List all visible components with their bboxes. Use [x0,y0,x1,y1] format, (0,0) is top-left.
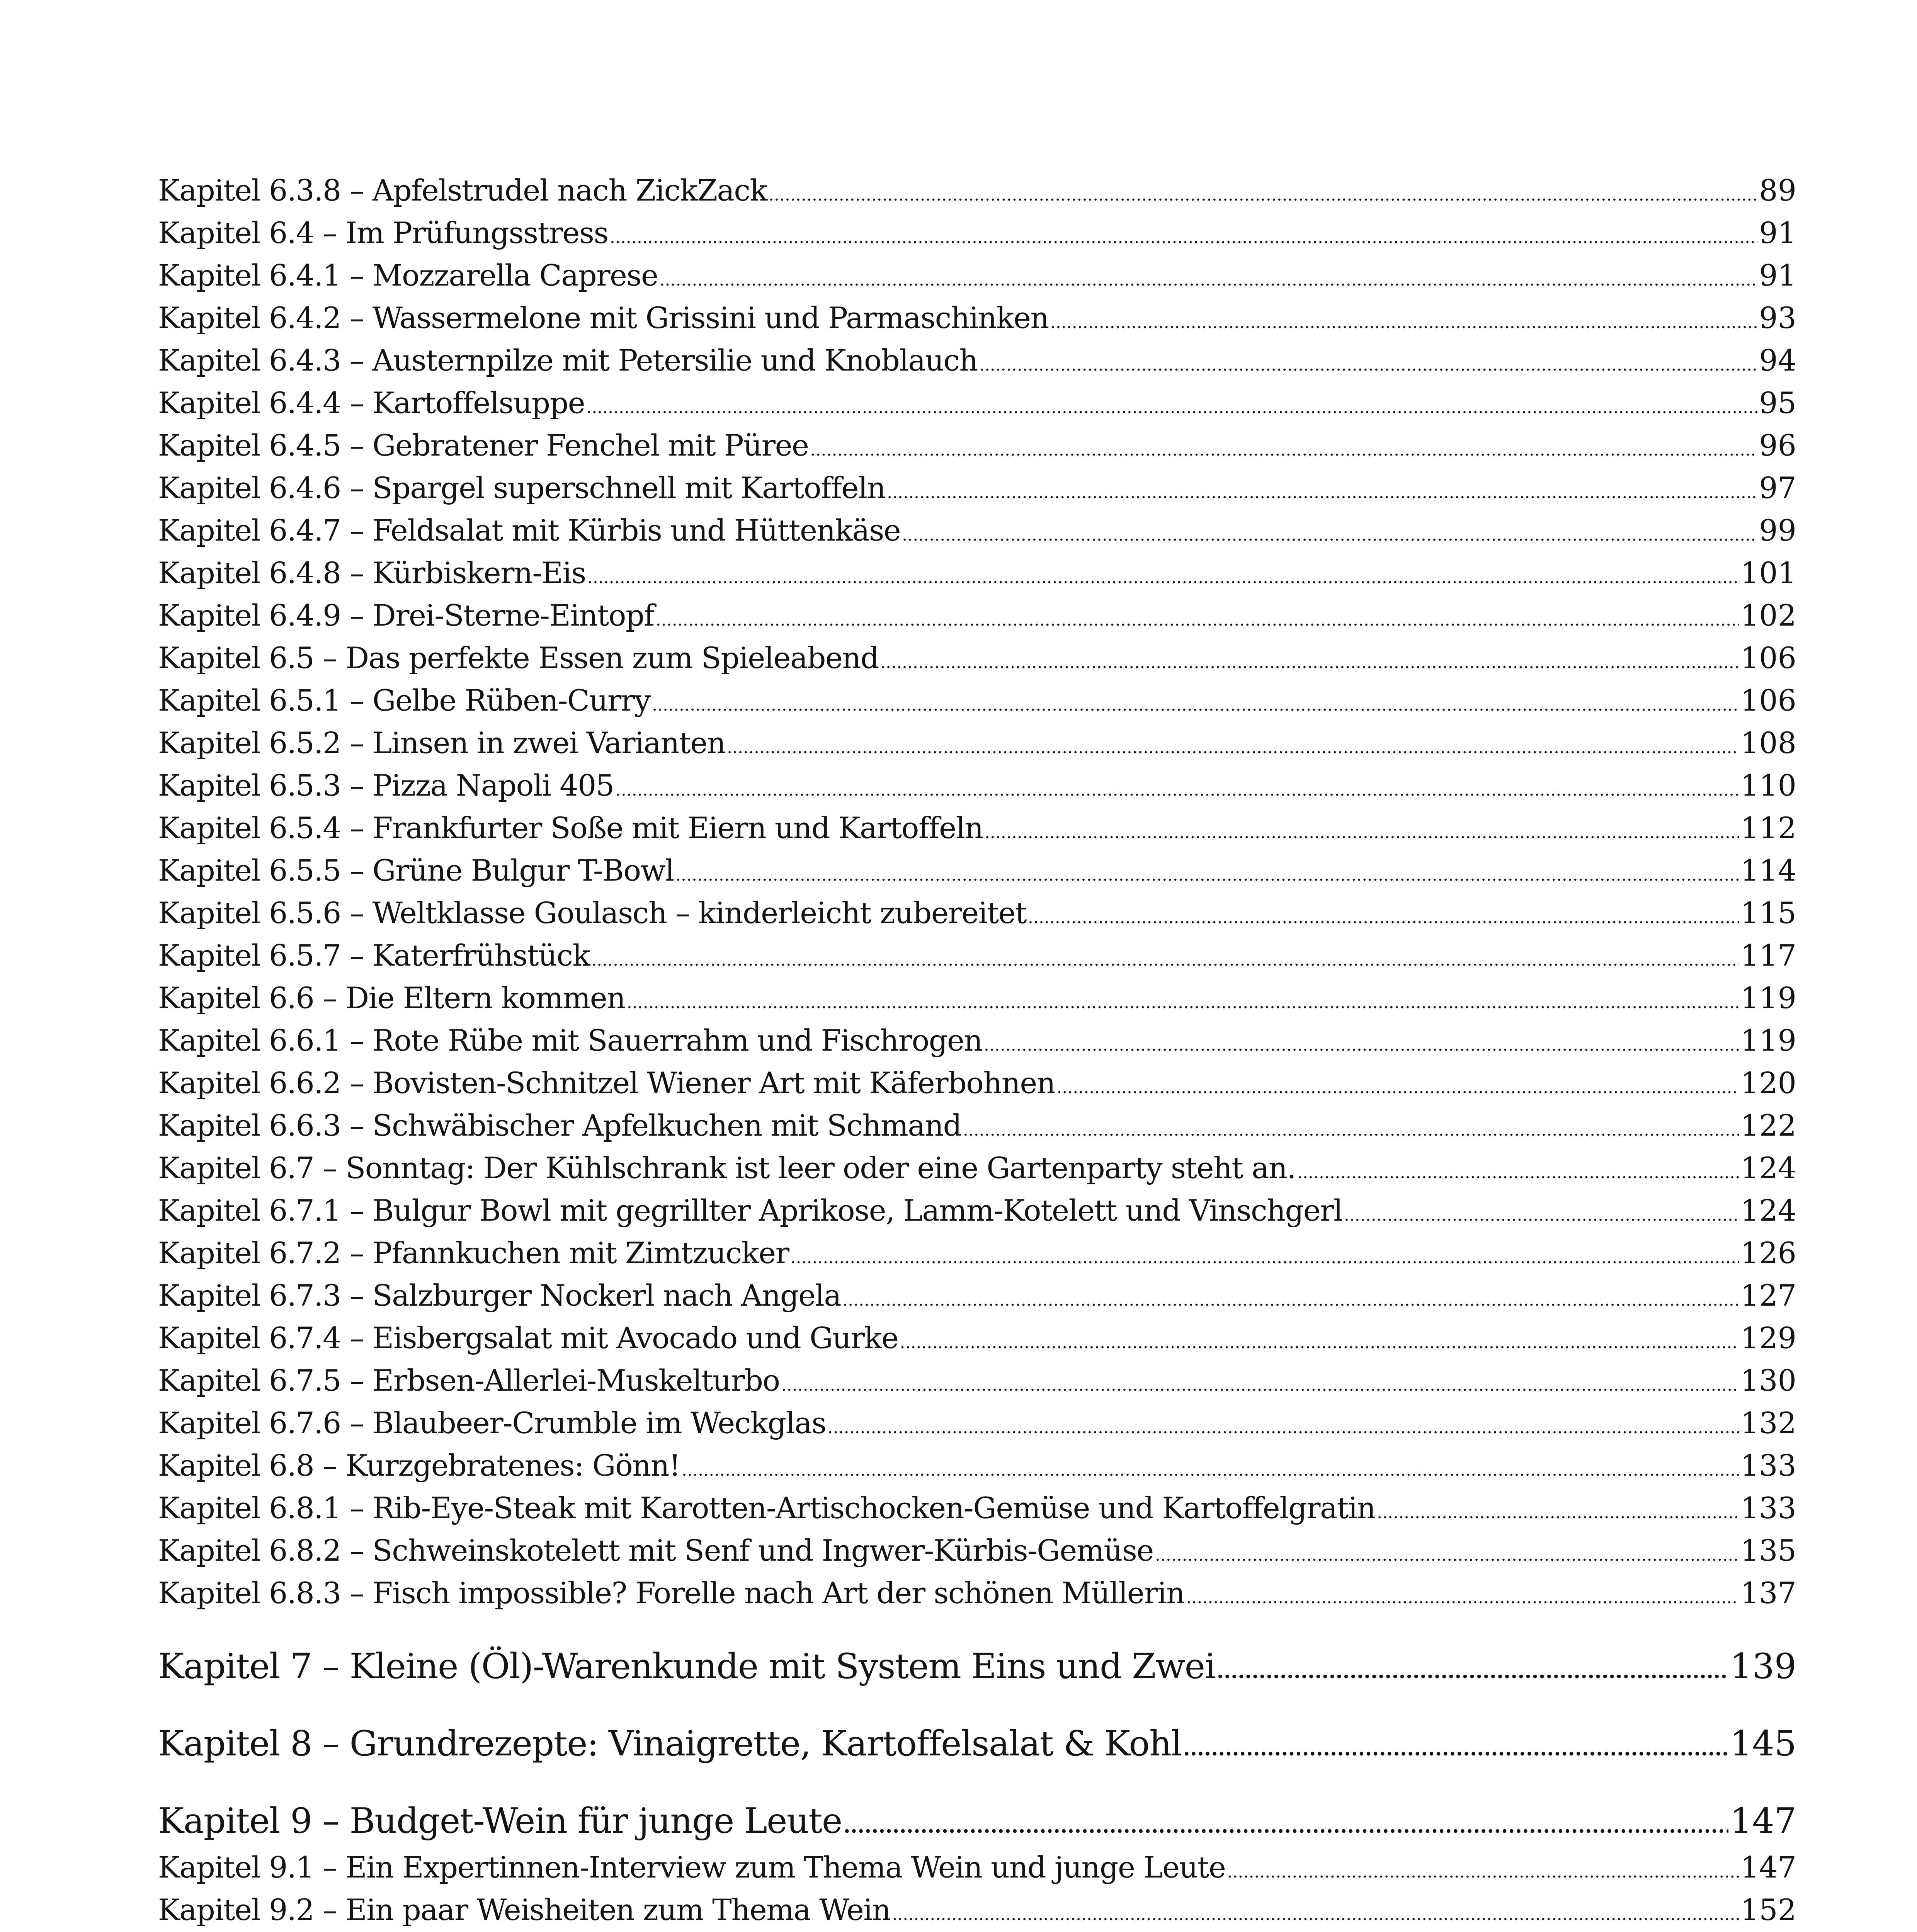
toc-entry-page: 119 [1740,1023,1796,1058]
toc-entry [158,1889,1796,1931]
toc-entry [158,297,1796,339]
toc-entry-title: Kapitel 6.5.6 – Weltklasse Goulasch – kinderleicht zubereitet [158,896,1026,930]
toc-entry-page: 124 [1740,1151,1796,1185]
toc-dot-leader [1028,892,1739,939]
toc-entry-title: Kapitel 6.8 – Kurzgebratenes: Gönn! [158,1448,680,1483]
toc-entry-page: 135 [1740,1533,1796,1568]
toc-entry-title: Kapitel 6.7.1 – Bulgur Bowl mit gegrillter Aprikose, Lamm-Kotelett und Vinschgerl [158,1193,1342,1228]
toc-entry-page: 97 [1759,471,1796,505]
toc-entry-page: 137 [1740,1576,1796,1610]
toc-entry-title: Kapitel 6.8.3 – Fisch impossible? Forelle nach Art der schönen Müllerin [158,1576,1185,1610]
toc-entry-title: Kapitel 6.6 – Die Eltern kommen [158,981,625,1015]
toc-entry-page: 112 [1740,811,1796,845]
toc-entry-page: 94 [1759,343,1796,378]
toc-dot-leader [1056,1062,1739,1109]
toc-dot-leader [616,764,1739,811]
toc-entry [158,1189,1796,1232]
toc-entry [158,1444,1796,1487]
toc-entry-page: 99 [1759,513,1796,548]
toc-dot-leader [985,807,1739,854]
toc-entry-page: 119 [1740,981,1796,1015]
toc-entry-title: Kapitel 6.7.5 – Erbsen-Allerlei-Muskelturbo [158,1363,780,1398]
toc-entry-title: Kapitel 6.6.2 – Bovisten-Schnitzel Wiener Art mit Käferbohnen [158,1066,1055,1100]
toc-entry-page: 91 [1759,258,1796,293]
toc-entry [158,764,1796,807]
toc-dot-leader [627,977,1739,1024]
toc-entry [158,849,1796,892]
toc-entry-title: Kapitel 6.4 – Im Prüfungsstress [158,216,608,250]
toc-entry [158,1529,1796,1572]
toc-entry-page: 93 [1759,301,1796,335]
toc-dot-leader [900,1317,1738,1364]
toc-entry-page: 114 [1740,853,1796,888]
toc-entry-title: Kapitel 6.5.3 – Pizza Napoli 405 [158,768,614,803]
toc-entry-page: 124 [1740,1193,1796,1228]
toc-entry-page: 117 [1740,938,1796,973]
toc-entry [158,552,1796,594]
toc-entry [158,339,1796,382]
toc-dot-leader [828,1402,1739,1449]
toc-dot-leader [591,934,1739,981]
toc-entry-title: Kapitel 6.4.7 – Feldsalat mit Kürbis und Hüttenkäse [158,513,901,548]
toc-entry-page: 145 [1730,1723,1796,1764]
toc-entry [158,382,1796,424]
toc-entry-title: Kapitel 6.4.5 – Gebratener Fenchel mit Püree [158,428,809,463]
toc-entry-page: 132 [1740,1406,1796,1440]
toc-entry-title: Kapitel 7 – Kleine (Öl)-Warenkunde mit System Eins und Zwei [158,1646,1215,1687]
toc-entry-title: Kapitel 6.5.2 – Linsen in zwei Varianten [158,726,726,760]
toc-entry-page: 120 [1740,1066,1796,1100]
toc-dot-leader [675,849,1739,896]
toc-entry-page: 129 [1740,1321,1796,1355]
toc-entry [158,1147,1796,1189]
toc-entry [158,169,1796,212]
toc-entry [158,424,1796,467]
toc-dot-leader [727,722,1739,769]
toc-entry-page: 115 [1740,896,1796,930]
toc-dot-leader [844,1796,1728,1851]
toc-dot-leader [1183,1719,1728,1774]
toc-entry [158,934,1796,977]
toc-entry-page: 102 [1740,598,1796,633]
toc-entry-page: 122 [1740,1108,1796,1143]
toc-dot-leader [902,509,1757,556]
toc-entry [158,467,1796,509]
toc-entry [158,722,1796,764]
toc-dot-leader [791,1232,1739,1279]
toc-entry-page: 133 [1740,1491,1796,1525]
toc-entry [158,892,1796,934]
toc-entry-page: 101 [1740,556,1796,590]
toc-entry [158,1274,1796,1317]
toc-entry-title: Kapitel 6.8.2 – Schweinskotelett mit Senf und Ingwer-Kürbis-Gemüse [158,1533,1153,1568]
toc-entry-title: Kapitel 6.4.9 – Drei-Sterne-Eintopf [158,598,654,633]
toc-entry-page: 108 [1740,726,1796,760]
toc-entry-title: Kapitel 9.2 – Ein paar Weisheiten zum Thema Wein [158,1893,891,1927]
toc-dot-leader [682,1444,1739,1492]
toc-entry [158,1402,1796,1444]
toc-entry-page: 106 [1740,683,1796,718]
toc-entry-title: Kapitel 9.1 – Ein Expertinnen-Interview zum Thema Wein und junge Leute [158,1850,1226,1884]
toc-entry-page: 96 [1759,428,1796,463]
toc-entry-title: Kapitel 6.5 – Das perfekte Essen zum Spieleabend [158,641,879,675]
toc-entry [158,212,1796,254]
toc-entry-title: Kapitel 6.4.2 – Wassermelone mit Grissini und Parmaschinken [158,301,1049,335]
toc-entry [158,679,1796,722]
toc-dot-leader [587,552,1739,599]
toc-entry-page: 152 [1740,1893,1796,1927]
toc-entry [158,1062,1796,1104]
toc-dot-leader [887,467,1757,514]
toc-dot-leader [842,1274,1739,1321]
toc-dot-leader [1050,297,1757,344]
toc-entry-title: Kapitel 6.7.4 – Eisbergsalat mit Avocado und Gurke [158,1321,898,1355]
toc-dot-leader [1344,1189,1739,1236]
toc-entry-page: 126 [1740,1236,1796,1270]
toc-dot-leader [610,212,1757,259]
toc-dot-leader [1377,1487,1739,1534]
toc-entry-title: Kapitel 6.4.1 – Mozzarella Caprese [158,258,658,293]
toc-entry-title: Kapitel 6.7.3 – Salzburger Nockerl nach Angela [158,1278,841,1313]
toc-entry-page: 127 [1740,1278,1796,1313]
toc-dot-leader [586,382,1757,429]
toc-entry-title: Kapitel 6.5.4 – Frankfurter Soße mit Eiern und Kartoffeln [158,811,983,845]
toc-entry [158,977,1796,1019]
toc-entry-page: 133 [1740,1448,1796,1483]
toc-entry [158,1487,1796,1529]
toc-entry-title: Kapitel 9 – Budget-Wein für junge Leute [158,1801,842,1841]
toc-dot-leader [880,637,1739,684]
toc-entry [158,637,1796,679]
toc-entry [158,509,1796,552]
toc-dot-leader [1297,1147,1739,1194]
toc-dot-leader [1217,1641,1728,1697]
toc-entry-title: Kapitel 6.4.4 – Kartoffelsuppe [158,386,585,420]
toc-dot-leader [963,1104,1739,1151]
toc-entry-title: Kapitel 6.7 – Sonntag: Der Kühlschrank ist leer oder eine Gartenparty steht an. [158,1151,1296,1185]
toc-dot-leader [1186,1572,1738,1619]
toc-entry-title: Kapitel 6.5.7 – Katerfrühstück [158,938,590,973]
toc-dot-leader [979,339,1757,386]
toc-dot-leader [1227,1846,1739,1893]
toc-chapter-entry [158,1641,1796,1692]
toc-entry [158,1019,1796,1062]
toc-dot-leader [656,594,1739,641]
toc-entry-title: Kapitel 6.7.6 – Blaubeer-Crumble im Weckglas [158,1406,826,1440]
toc-entry-page: 91 [1759,216,1796,250]
toc-entry [158,1317,1796,1359]
toc-entry-page: 95 [1759,386,1796,420]
toc-entry [158,594,1796,637]
toc-entry-title: Kapitel 6.7.2 – Pfannkuchen mit Zimtzucker [158,1236,789,1270]
toc-entry-title: Kapitel 6.4.6 – Spargel superschnell mit Kartoffeln [158,471,886,505]
toc-dot-leader [781,1359,1739,1406]
toc-entry-title: Kapitel 6.5.5 – Grüne Bulgur T-Bowl [158,853,674,888]
toc-entry-title: Kapitel 8 – Grundrezepte: Vinaigrette, Kartoffelsalat & Kohl [158,1723,1182,1764]
toc-entry-title: Kapitel 6.6.1 – Rote Rübe mit Sauerrahm und Fischrogen [158,1023,982,1058]
toc-entry-page: 89 [1759,173,1796,207]
toc-dot-leader [659,254,1757,301]
toc-entry [158,1232,1796,1274]
toc-dot-leader [652,679,1739,726]
toc-entry-page: 147 [1740,1850,1796,1884]
toc-entry-title: Kapitel 6.4.3 – Austernpilze mit Petersilie und Knoblauch [158,343,978,378]
toc-dot-leader [769,169,1757,216]
toc-dot-leader [1155,1529,1739,1577]
toc-entry [158,1104,1796,1147]
toc-entry [158,1572,1796,1614]
toc-entry-title: Kapitel 6.6.3 – Schwäbischer Apfelkuchen mit Schmand [158,1108,961,1143]
toc-entry-title: Kapitel 6.3.8 – Apfelstrudel nach ZickZack [158,173,767,207]
toc-chapter-entry [158,1796,1796,1846]
toc-entry-title: Kapitel 6.4.8 – Kürbiskern-Eis [158,556,586,590]
toc-entry-page: 106 [1740,641,1796,675]
table-of-contents [158,169,1796,1932]
toc-entry [158,1359,1796,1402]
toc-entry [158,254,1796,297]
toc-entry-title: Kapitel 6.5.1 – Gelbe Rüben-Curry [158,683,651,718]
toc-dot-leader [892,1889,1739,1932]
toc-entry-page: 110 [1740,768,1796,803]
toc-dot-leader [810,424,1758,471]
toc-entry-page: 147 [1730,1801,1796,1841]
toc-entry [158,1846,1796,1889]
toc-entry [158,807,1796,849]
toc-entry-title: Kapitel 6.8.1 – Rib-Eye-Steak mit Karotten-Artischocken-Gemüse und Kartoffelgratin [158,1491,1376,1525]
toc-chapter-entry [158,1719,1796,1769]
toc-entry-page: 130 [1740,1363,1796,1398]
toc-dot-leader [984,1019,1739,1066]
toc-entry-page: 139 [1730,1646,1796,1687]
